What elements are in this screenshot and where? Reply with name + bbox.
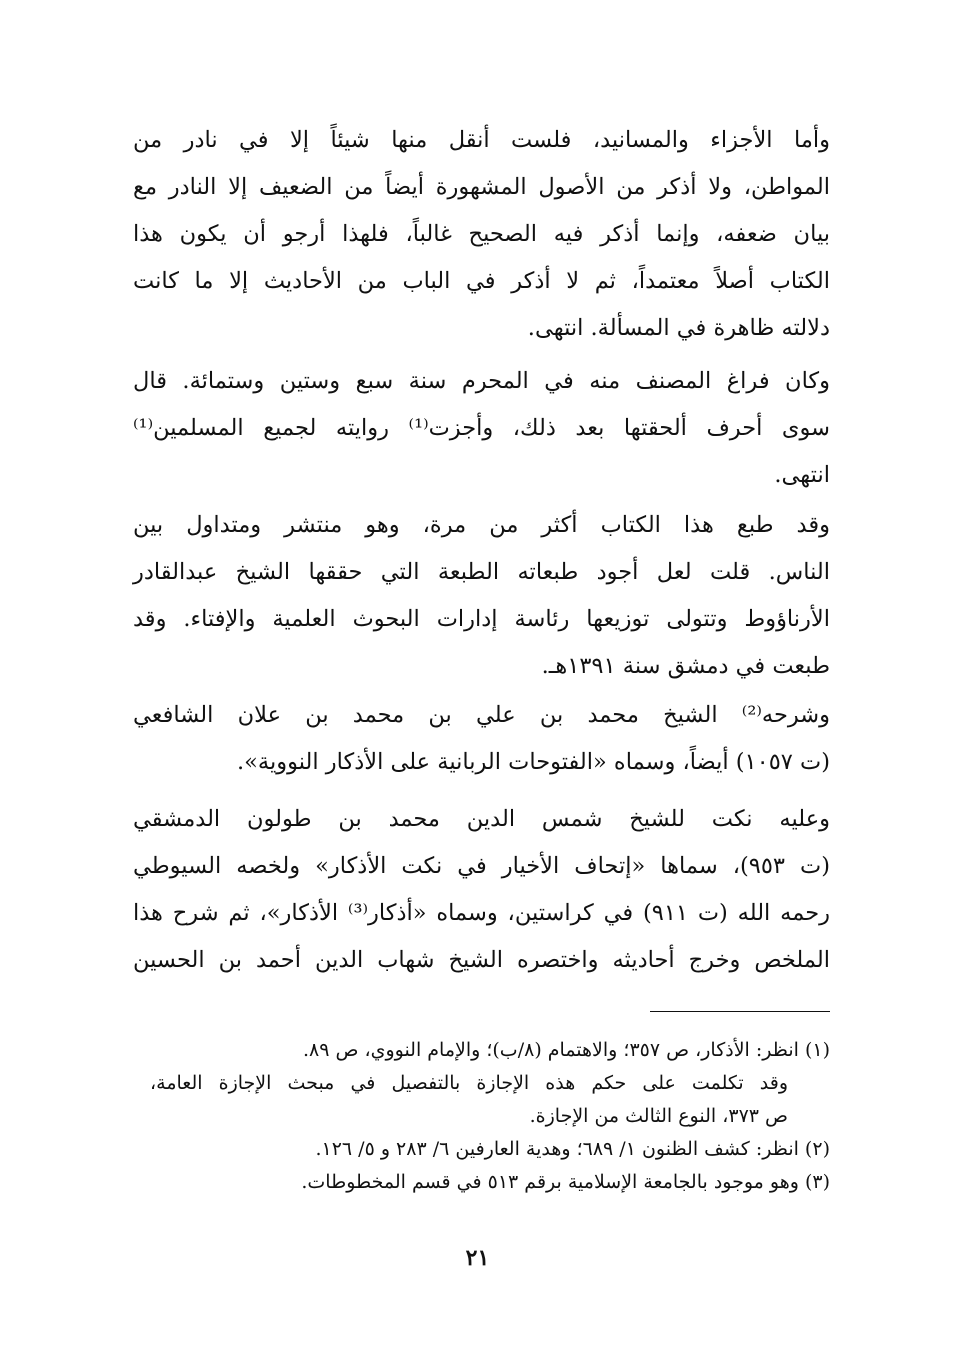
text-line: الملخص وخرج أحاديثه واختصره الشيخ شهاب الدين أحمد بن الحسين [133, 947, 830, 973]
text-line: انتهى. [774, 462, 830, 488]
text-line: الكتاب أصلاً معتمداً، ثم لا أذكر في الباب من الأحاديث إلا ما كانت [133, 268, 830, 294]
text-line: وأما الأجزاء والمسانيد، فلست أنقل منها شيئاً إلا في نادر من [133, 127, 830, 153]
text-line: دلالته ظاهرة في المسألة. انتهى. [527, 315, 830, 341]
text-line: وشرحه⁽²⁾ الشيخ محمد بن علي بن محمد بن علان الشافعي [133, 702, 830, 728]
text-line: المواطن، ولا أذكر من الأصول المشهورة أيضاً من الضعيف إلا النادر مع [133, 174, 830, 200]
footnotes [150, 1034, 830, 1199]
text-line: رحمه الله (ت ٩١١) في كراستين، وسماه «أذكار⁽³⁾ الأذكار»، ثم شرح هذا [133, 900, 830, 926]
footnote-1-continuation: ص ٣٧٣، النوع الثالث من الإجازة. [529, 1105, 788, 1127]
footnote-3: (٣) وهو موجود بالجامعة الإسلامية برقم ٥١٣ في قسم المخطوطات. [301, 1171, 830, 1193]
footnote-divider [650, 1011, 830, 1012]
paragraph-2 [133, 358, 830, 499]
paragraph-3 [133, 502, 830, 690]
paragraph-5 [133, 796, 830, 984]
text-line: الناس. قلت لعل أجود طبعاته الطبعة التي حققها الشيخ عبدالقادر [133, 559, 830, 585]
footnote-1: (١) انظر: الأذكار، ص ٣٥٧؛ والاهتمام (٨/ب)؛ والإمام النووي، ص ٨٩. [302, 1039, 830, 1061]
text-line: وعليه نكت للشيخ شمس الدين محمد بن طولون الدمشقي [133, 806, 830, 832]
page-number: ٢١ [465, 1245, 490, 1271]
text-line: وكان فراغ المصنف منه في المحرم سنة سبع وستين وستمائة. قال [133, 368, 830, 394]
paragraph-1 [133, 117, 830, 352]
text-line: الأرناؤوط وتتولى توزيعها رئاسة إدارات البحوث العلمية والإفتاء. وقد [133, 606, 830, 632]
text-line: طبعت في دمشق سنة ١٣٩١هـ. [541, 653, 830, 679]
text-line: بيان ضعفه، وإنما أذكر فيه الصحيح غالباً، فلهذا أرجو أن يكون هذا [133, 221, 830, 247]
text-line: (ت ٩٥٣)، سماها «إتحاف الأخيار في نكت الأذكار» ولخصه السيوطي [133, 853, 830, 879]
footnote-2: (٢) انظر: كشف الظنون ١/ ٦٨٩؛ وهدية العارفين ٦/ ٢٨٣ و ٥/ ١٢٦. [315, 1138, 830, 1160]
footnote-1-continuation: وقد تكلمت على حكم هذه الإجازة بالتفصيل في مبحث الإجازة العامة، [150, 1072, 788, 1094]
text-line: (ت ١٠٥٧) أيضاً، وسماه «الفتوحات الربانية على الأذكار النووية». [237, 749, 830, 775]
text-line: سوى أحرف ألحقتها بعد ذلك، وأجزت⁽¹⁾ روايته لجميع المسلمين⁽¹⁾ [133, 415, 830, 441]
text-line: وقد طبع هذا الكتاب أكثر من مرة، وهو منتشر ومتداول بين [133, 512, 830, 538]
paragraph-4 [133, 692, 830, 786]
